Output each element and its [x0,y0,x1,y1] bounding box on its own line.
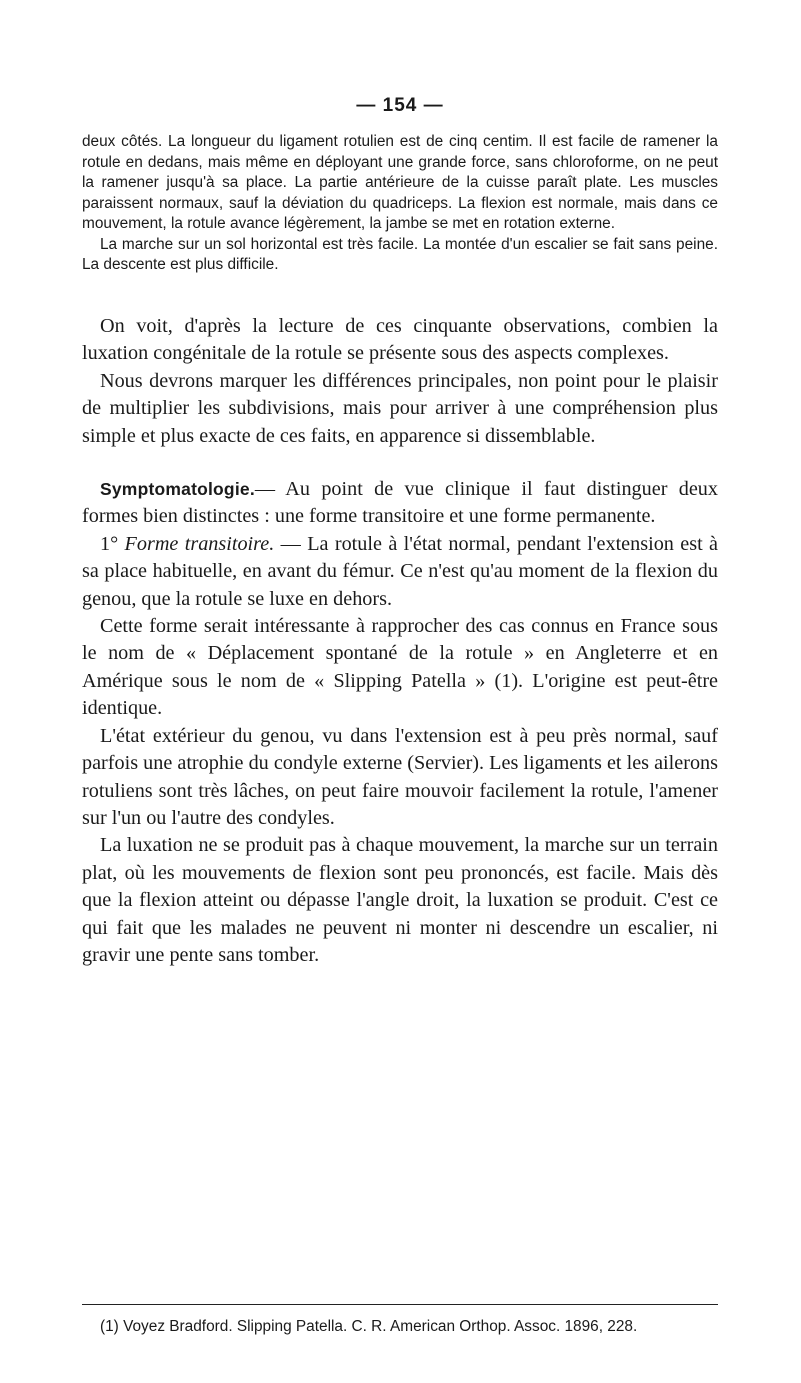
footnote-divider [82,1304,718,1305]
section-paragraph [82,476,718,531]
body-paragraph: La luxation ne se produit pas à chaque mouvement, la marche sur un terrain plat, où les mouvements de flexion sont peu prononcés, est facile. Mais dès que la flexion atteint ou dépasse l'angle droit, la luxation se produit. C'est ce qui fait que les malades ne peuvent ni monter ni descendre un escalier, ni gravir une pente sans tomber. [82,834,718,966]
body-paragraph: Nous devrons marquer les différences principales, non point pour le plaisir de multiplier les subdivisions, mais pour arriver à une compréhension plus simple et plus exacte de ces faits, en apparence si dissemblable. [82,369,718,447]
body-paragraph: Cette forme serait intéressante à rapprocher des cas connus en France sous le nom de « Déplacement spontané de la rotule » en Angleterre et en Amérique sous le nom de « Slipping Patella » (1). L'origine est peut-être identique. [82,615,718,720]
form-title: Forme transitoire. [124,532,275,555]
footnote [82,1317,718,1337]
form-number: 1° [100,532,119,555]
case-observation-text [82,132,718,276]
form-text: — La rotule à l'état normal, pendant l'extension est à sa place habituelle, en avant du fémur. Ce n'est qu'au moment de la flexion du genou, que la rotule se luxe en dehors. [82,532,719,610]
page-number: — 154 — [356,95,444,116]
body-paragraph: L'état extérieur du genou, vu dans l'extension est à peu près normal, sauf parfois une atrophie du condyle externe (Servier). Les ligaments et les ailerons rotuliens sont très lâches, on peut faire mouvoir facilement la rotule, l'amener sur l'un ou l'autre des condyles. [82,724,718,829]
section-heading: Symptomatologie. [100,479,255,500]
case-paragraph: deux côtés. La longueur du ligament rotulien est de cinq centim. Il est facile de ramener la rotule en dedans, mais même en déployant une grande force, sans chloroforme, on ne peut la ramener jusqu'à sa place. La partie antérieure de la cuisse paraît plate. Les muscles paraissent normaux, sauf la déviation du quadriceps. La flexion est normale, mais dans ce mouvement, la rotule avance légèrement, la jambe se met en rotation externe. [82,133,718,232]
form-paragraph [82,531,718,613]
main-text [82,313,718,969]
body-paragraph: On voit, d'après la lecture de ces cinquante observations, combien la luxation congénitale de la rotule se présente sous des aspects complexes. [82,315,718,365]
section-text: — Au point de vue clinique il faut distinguer deux formes bien distinctes : une forme transitoire et une forme permanente. [82,478,718,528]
footnote-text: (1) Voyez Bradford. Slipping Patella. C. R. American Orthop. Assoc. 1896, 228. [100,1318,638,1335]
case-paragraph: La marche sur un sol horizontal est très facile. La montée d'un escalier se fait sans peine. La descente est plus difficile. [82,235,718,273]
